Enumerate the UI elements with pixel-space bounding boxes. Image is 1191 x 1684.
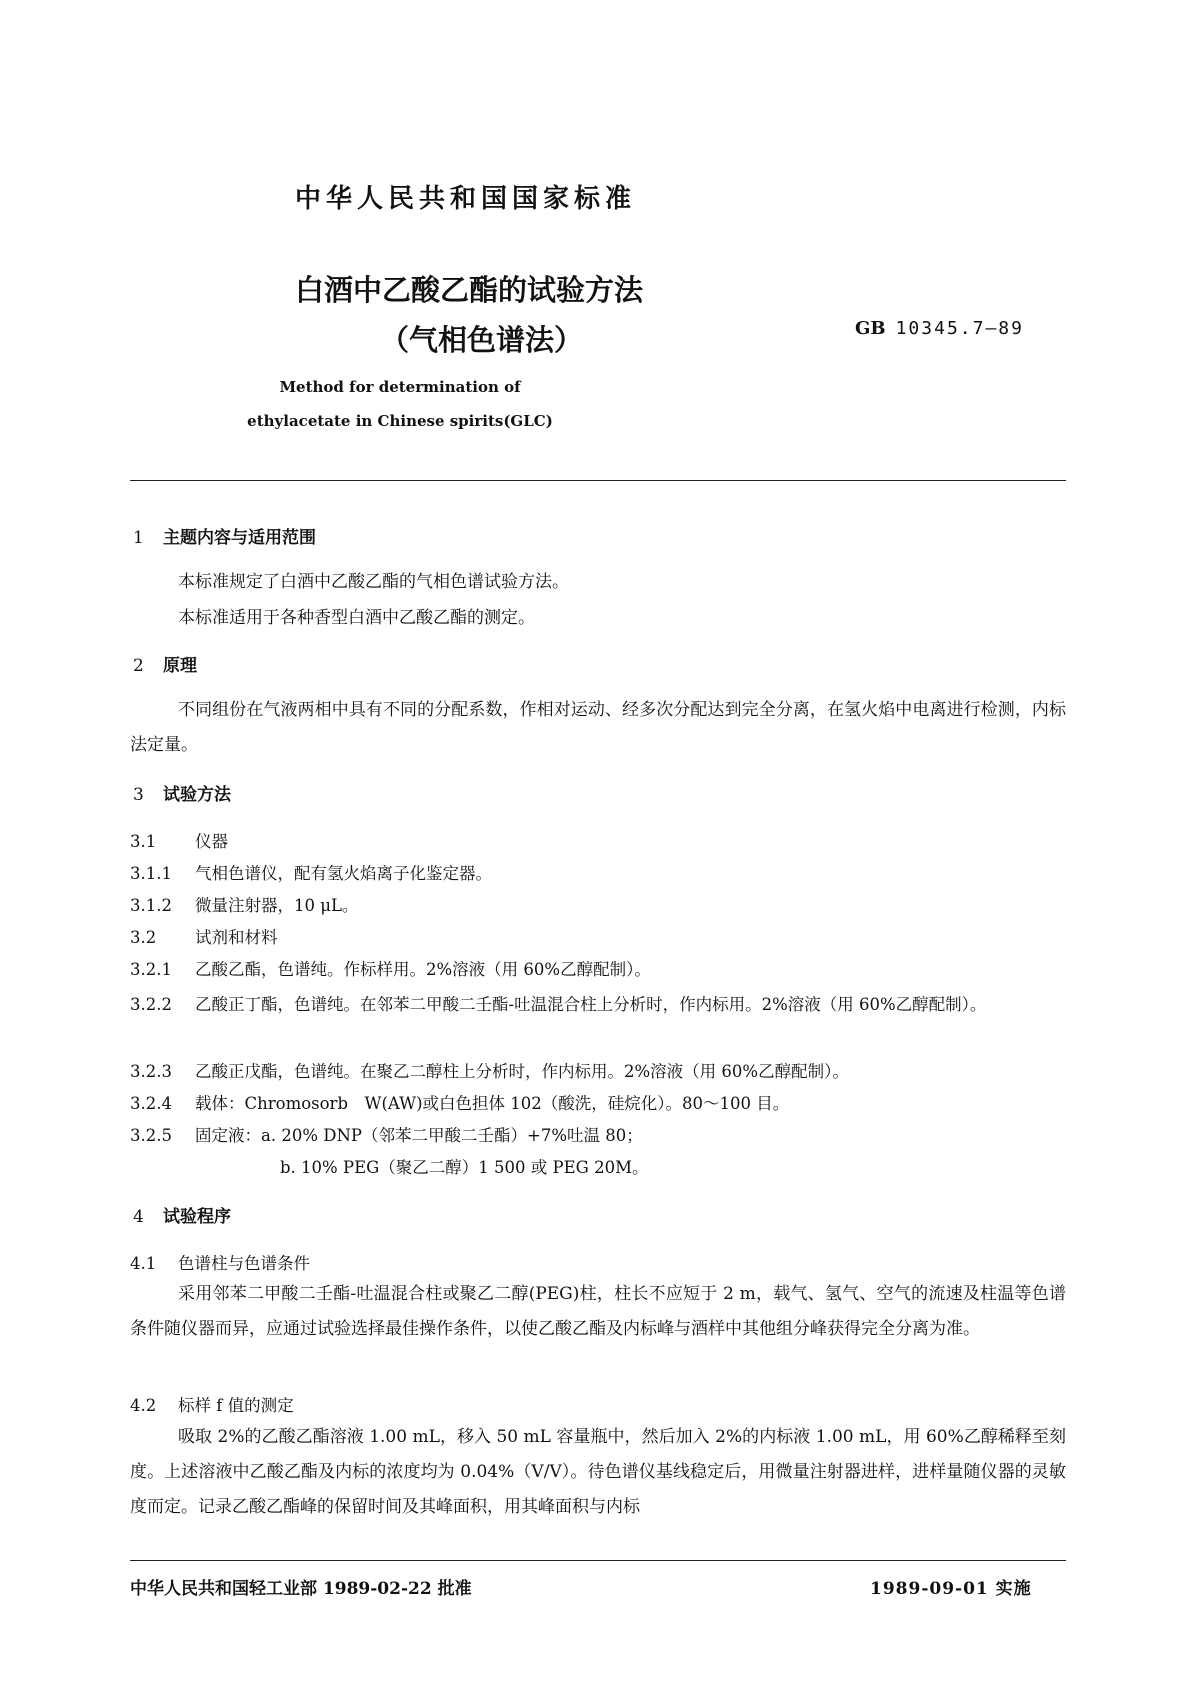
item-3-1-1 [130,860,492,884]
item-text: 仪器 [195,832,228,851]
item-3-2-2 [130,988,1066,1022]
section-number: 1 [133,528,144,548]
section-number: 4 [133,1207,144,1227]
english-title-line-1: Method for determination of [279,378,521,396]
item-3-1-2 [130,892,358,916]
item-number: 4.1 [130,1254,157,1273]
header-divider [130,480,1066,481]
item-3-2-5 [130,1122,643,1146]
item-text: 微量注射器，10 μL。 [195,896,359,915]
section-2-paragraph: 不同组份在气液两相中具有不同的分配系数，作相对运动、经多次分配达到完全分离，在氢火焰中电离进行检测，内标法定量。 [130,700,1066,755]
section-1-heading [133,523,316,548]
item-number: 3.1.2 [130,896,172,915]
standard-code [855,318,1024,339]
section-title: 试验程序 [163,1207,231,1227]
effective-date-line: 1989-09-01 实施 [870,1579,1032,1599]
item-number: 3.2.1 [130,960,172,979]
item-4-1 [130,1250,310,1274]
item-number: 4.2 [130,1396,157,1415]
document-title: 白酒中乙酸乙酯的试验方法 [295,273,644,307]
national-standard-heading: 中华人民共和国国家标准 [295,184,637,214]
footer-divider [130,1560,1066,1561]
item-text: 标样 f 值的测定 [178,1396,294,1415]
item-text: 固定液：a. 20% DNP（邻苯二甲酸二壬酯）+7%吐温 80； [195,1126,643,1145]
item-text: 气相色谱仪，配有氢火焰离子化鉴定器。 [195,864,492,883]
item-text: 色谱柱与色谱条件 [178,1254,310,1273]
item-3-2-4 [130,1090,789,1114]
item-number: 3.2.5 [130,1126,172,1145]
item-number: 3.2.2 [130,995,172,1014]
approval-line: 中华人民共和国轻工业部 1989-02-22 批准 [130,1579,472,1599]
section-1-paragraph-1: 本标准规定了白酒中乙酸乙酯的气相色谱试验方法。 [178,572,569,592]
section-title: 原理 [163,656,197,676]
item-text: 乙酸正戊酯，色谱纯。在聚乙二醇柱上分析时，作内标用。2%溶液（用 60%乙醇配制）。 [195,1062,849,1081]
item-number: 3.2.3 [130,1062,172,1081]
item-4-2 [130,1392,294,1416]
english-title-line-2: ethylacetate in Chinese spirits(GLC) [247,412,553,430]
item-number: 3.1.1 [130,864,172,883]
item-3-2-1 [130,956,651,980]
section-number: 2 [133,656,144,676]
item-text: 试剂和材料 [195,928,278,947]
item-3-2 [130,924,278,948]
section-number: 3 [133,785,144,805]
section-1-paragraph-2: 本标准适用于各种香型白酒中乙酸乙酯的测定。 [178,608,535,628]
section-title: 试验方法 [163,785,231,805]
item-text: 乙酸正丁酯，色谱纯。在邻苯二甲酸二壬酯-吐温混合柱上分析时，作内标用。2%溶液（用 60%乙醇配制）。 [195,995,987,1014]
section-4-heading [133,1202,231,1227]
section-title: 主题内容与适用范围 [163,528,316,548]
item-3-1 [130,828,228,852]
section-2-heading [133,651,197,676]
item-4-1-paragraph: 采用邻苯二甲酸二壬酯-吐温混合柱或聚乙二醇(PEG)柱，柱长不应短于 2 m，载气、氢气、空气的流速及柱温等色谱条件随仪器而异，应通过试验选择最佳操作条件，以使乙酸乙酯及内标峰与酒样中其他组分峰获得完全分离为准。 [130,1284,1066,1339]
section-3-heading [133,780,231,805]
item-text: 乙酸乙酯，色谱纯。作标样用。2%溶液（用 60%乙醇配制）。 [195,960,651,979]
item-text: 载体：Chromosorb W(AW)或白色担体 102（酸洗，硅烷化）。80～100 目。 [195,1094,790,1113]
item-number: 3.2.4 [130,1094,172,1113]
standard-code-number: 10345.7—89 [895,318,1024,339]
item-3-2-3 [130,1058,849,1082]
standard-code-prefix: GB [855,318,886,339]
document-subtitle: （气相色谱法） [380,323,584,357]
item-number: 3.1 [130,832,157,851]
item-number: 3.2 [130,928,157,947]
item-4-2-paragraph: 吸取 2%的乙酸乙酯溶液 1.00 mL，移入 50 mL 容量瓶中，然后加入 2%的内标液 1.00 mL，用 60%乙醇稀释至刻度。上述溶液中乙酸乙酯及内标的浓度均为 0.04%（V/V）。待色谱仪基线稳定后，用微量注射器进样，进样量随仪器的灵敏度而定。记录乙酸乙酯峰的保留时间及其峰面积，用其峰面积与内标 [130,1427,1066,1517]
item-3-2-5-b: b. 10% PEG（聚乙二醇）1 500 或 PEG 20M。 [280,1158,649,1177]
